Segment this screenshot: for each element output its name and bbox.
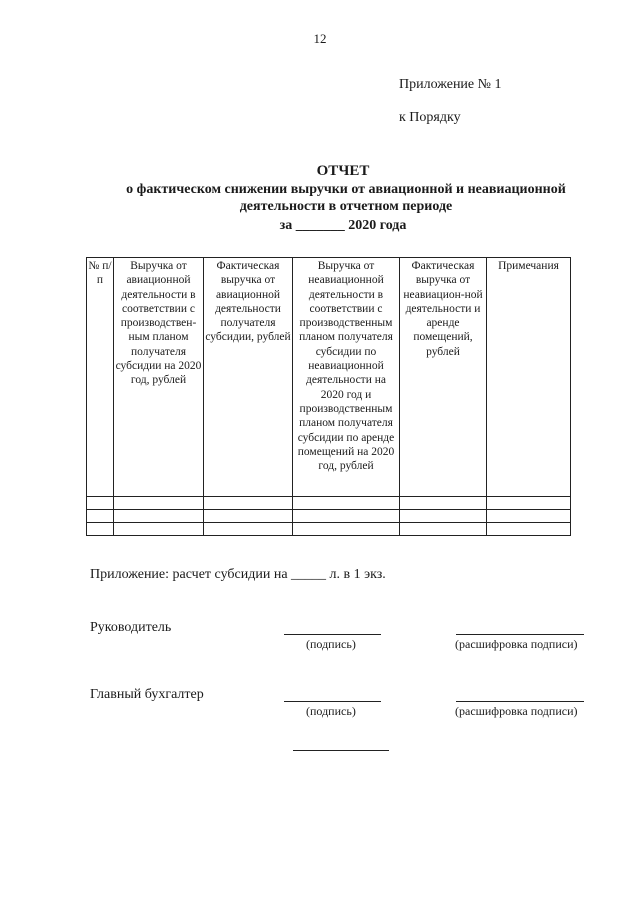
report-table xyxy=(86,257,571,536)
table-cell[interactable] xyxy=(400,510,487,523)
table-cell[interactable] xyxy=(487,497,571,510)
head-label: Руководитель xyxy=(90,620,172,635)
table-cell[interactable] xyxy=(400,523,487,536)
table-cell[interactable] xyxy=(400,497,487,510)
document-title: ОТЧЕТ xyxy=(316,163,370,179)
table-cell[interactable] xyxy=(114,497,204,510)
head-signature-caption: (подпись) xyxy=(306,637,356,651)
appendix-label: Приложение № 1 xyxy=(399,77,502,92)
table-row xyxy=(87,523,571,536)
accountant-signature-line[interactable] xyxy=(284,701,381,702)
header-planned-aviation-revenue: Выручка от авиационной деятельности в соответствии с производствен-ным планом получателя субсидии на 2020 год, рублей xyxy=(114,258,204,497)
appendix-reference: к Порядку xyxy=(399,110,461,125)
accountant-label: Главный бухгалтер xyxy=(90,687,204,702)
header-actual-aviation-revenue: Фактическая выручка от авиационной деятельности получателя субсидии, рублей xyxy=(204,258,293,497)
table-cell[interactable] xyxy=(87,497,114,510)
table-cell[interactable] xyxy=(487,510,571,523)
accountant-signature-caption: (подпись) xyxy=(306,704,356,718)
header-planned-non-aviation-revenue: Выручка от неавиационной деятельности в соответствии с производственным планом получателя субсидии по неавиационной деятельности на 2020 год и производственным планом получателя субсидии по аренде помещений на 2020 год, рублей xyxy=(293,258,400,497)
table-cell[interactable] xyxy=(487,523,571,536)
table-cell[interactable] xyxy=(293,497,400,510)
table-cell[interactable] xyxy=(204,510,293,523)
header-notes: Примечания xyxy=(487,258,571,497)
table-cell[interactable] xyxy=(293,510,400,523)
table-cell[interactable] xyxy=(114,510,204,523)
table-cell[interactable] xyxy=(114,523,204,536)
table-header-row xyxy=(87,258,571,497)
head-decoding-caption: (расшифровка подписи) xyxy=(455,637,578,651)
head-decoding-line[interactable] xyxy=(456,634,584,635)
accountant-decoding-caption: (расшифровка подписи) xyxy=(455,704,578,718)
table-row xyxy=(87,497,571,510)
table-cell[interactable] xyxy=(204,497,293,510)
page-number: 12 xyxy=(313,31,327,46)
reporting-period: за _______ 2020 года xyxy=(279,218,407,233)
table-row xyxy=(87,510,571,523)
closing-divider xyxy=(293,750,389,751)
accountant-decoding-line[interactable] xyxy=(456,701,584,702)
table-cell[interactable] xyxy=(87,510,114,523)
head-signature-line[interactable] xyxy=(284,634,381,635)
table-cell[interactable] xyxy=(87,523,114,536)
attachment-note: Приложение: расчет субсидии на _____ л. в 1 экз. xyxy=(90,567,386,582)
table-cell[interactable] xyxy=(293,523,400,536)
header-actual-non-aviation-revenue: Фактическая выручка от неавиацион-ной деятельности и аренде помещений, рублей xyxy=(400,258,487,497)
document-subtitle: о фактическом снижении выручки от авиационной и неавиационной деятельности в отчетном периоде xyxy=(126,182,566,214)
header-row-number: № п/п xyxy=(87,258,114,497)
table-cell[interactable] xyxy=(204,523,293,536)
